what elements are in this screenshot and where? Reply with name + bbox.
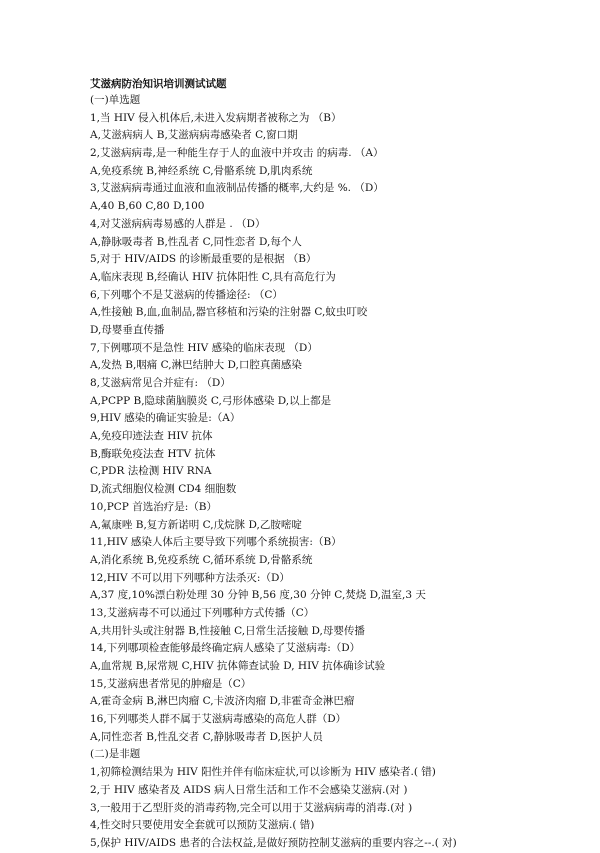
- question-text: 11,HIV 感染人体后主要导致下列哪个系统损害:（B）: [90, 536, 342, 549]
- question-text: 7,下例哪项不是急性 HIV 感染的临床表现 （D）: [90, 341, 318, 354]
- answer-options: A,37 度,10%漂白粉处理 30 分钟 B,56 度,30 分钟 C,焚烧 D,温室,3 天: [90, 589, 426, 602]
- answer-options: A,40 B,60 C,80 D,100: [90, 200, 205, 213]
- answer-options: A,临床表现 B,经确认 HIV 抗体阳性 C,具有高危行为: [90, 270, 336, 283]
- question-text: 8,艾滋病常见合并症有: （D）: [90, 377, 231, 389]
- answer-options: A,免疫印迹法查 HIV 抗体: [90, 430, 213, 443]
- answer-options: D,母婴垂直传播: [90, 323, 165, 336]
- answer-options: A,性接触 B,血,血制品,器官移植和污染的注射器 C,蚊虫叮咬: [90, 306, 368, 319]
- answer-options: A,艾滋病病人 B,艾滋病病毒感染者 C,窗口期: [90, 129, 298, 142]
- question-text: 15,艾滋病患者常见的肿瘤是（C）: [90, 677, 252, 690]
- section-heading-single-choice: (一)单选题: [90, 94, 141, 106]
- true-false-list: [90, 764, 560, 852]
- answer-options: A,同性恋者 B,性乱交者 C,静脉吸毒者 D,医护人员: [90, 730, 323, 743]
- question-text: 9,HIV 感染的确证实验是:（A）: [90, 412, 241, 425]
- true-false-item: 2,于 HIV 感染者及 AIDS 病人日常生活和工作不会感染艾滋病.(对 ): [90, 783, 408, 796]
- true-false-item: 4,性交时只要使用安全套就可以预防艾滋病.( 错): [90, 819, 315, 832]
- question-text: 3,艾滋病病毒通过血液和血液制品传播的概率,大约是 %. （D）: [90, 182, 384, 195]
- document-body: [90, 76, 560, 853]
- answer-options: A,共用针头或注射器 B,性接触 C,日常生活接触 D,母婴传播: [90, 624, 365, 637]
- document-title: 艾滋病防治知识培训测试试题: [90, 78, 227, 90]
- question-text: 1,当 HIV 侵入机体后,未进入发病期者被称之为 （B）: [90, 111, 342, 124]
- answer-options: A,发热 B,咽痛 C,淋巴结肿大 D,口腔真菌感染: [90, 359, 302, 372]
- question-text: 6,下列哪个不是艾滋病的传播途径: （C）: [90, 288, 283, 301]
- question-text: 16,下列哪类人群不属于艾滋病毒感染的高危人群（D）: [90, 713, 347, 726]
- single-choice-list: [90, 110, 560, 747]
- question-text: 4,对艾滋病病毒易感的人群是 . （D）: [90, 217, 266, 230]
- answer-options: A,PCPP B,隐球菌脑膜炎 C,弓形体感染 D,以上都是: [90, 394, 332, 407]
- question-text: 14,下列哪项检查能够最终确定病人感染了艾滋病毒:（D）: [90, 642, 361, 655]
- answer-options: B,酶联免疫法查 HTV 抗体: [90, 447, 216, 460]
- answer-options: A,血常规 B,尿常规 C,HIV 抗体筛查试验 D, HIV 抗体确诊试验: [90, 660, 386, 672]
- answer-options: D,流式细胞仪检测 CD4 细胞数: [90, 483, 237, 496]
- answer-options: A,氟康唑 B,复方新诺明 C,戊烷脒 D,乙胺嘧啶: [90, 518, 302, 531]
- answer-options: A,消化系统 B,免疫系统 C,循环系统 D,骨骼系统: [90, 553, 313, 566]
- true-false-item: 5,保护 HIV/AIDS 患者的合法权益,是做好预防控制艾滋病的重要内容之--.( 对): [90, 836, 457, 849]
- question-text: 13,艾滋病毒不可以通过下列哪种方式传播（C）: [90, 606, 315, 619]
- question-text: 5,对于 HIV/AIDS 的诊断最重要的是根据 （B）: [90, 253, 317, 266]
- true-false-item: 3,一般用于乙型肝炎的消毒药物,完全可以用于艾滋病病毒的消毒.(对 ): [90, 801, 413, 814]
- true-false-item: 1,初筛检测结果为 HIV 阳性并伴有临床症状,可以诊断为 HIV 感染者.( 错): [90, 766, 436, 779]
- answer-options: A,静脉吸毒者 B,性乱者 C,同性恋者 D,每个人: [90, 235, 302, 248]
- section-heading-true-false: (二)是非题: [90, 748, 141, 761]
- answer-options: A,免疫系统 B,神经系统 C,骨骼系统 D,肌肉系统: [90, 164, 313, 177]
- question-text: 10,PCP 首选治疗是:（B）: [90, 500, 217, 513]
- question-text: 12,HIV 不可以用下列哪种方法杀灭:（D）: [90, 571, 290, 584]
- question-text: 2,艾滋病病毒,是一种能生存于人的血液中并攻击 的病毒. （A）: [90, 147, 384, 160]
- answer-options: A,霍奇金病 B,淋巴肉瘤 C,卡波济肉瘤 D,非霍奇金淋巴瘤: [90, 695, 355, 708]
- answer-options: C,PDR 法检测 HIV RNA: [90, 465, 212, 478]
